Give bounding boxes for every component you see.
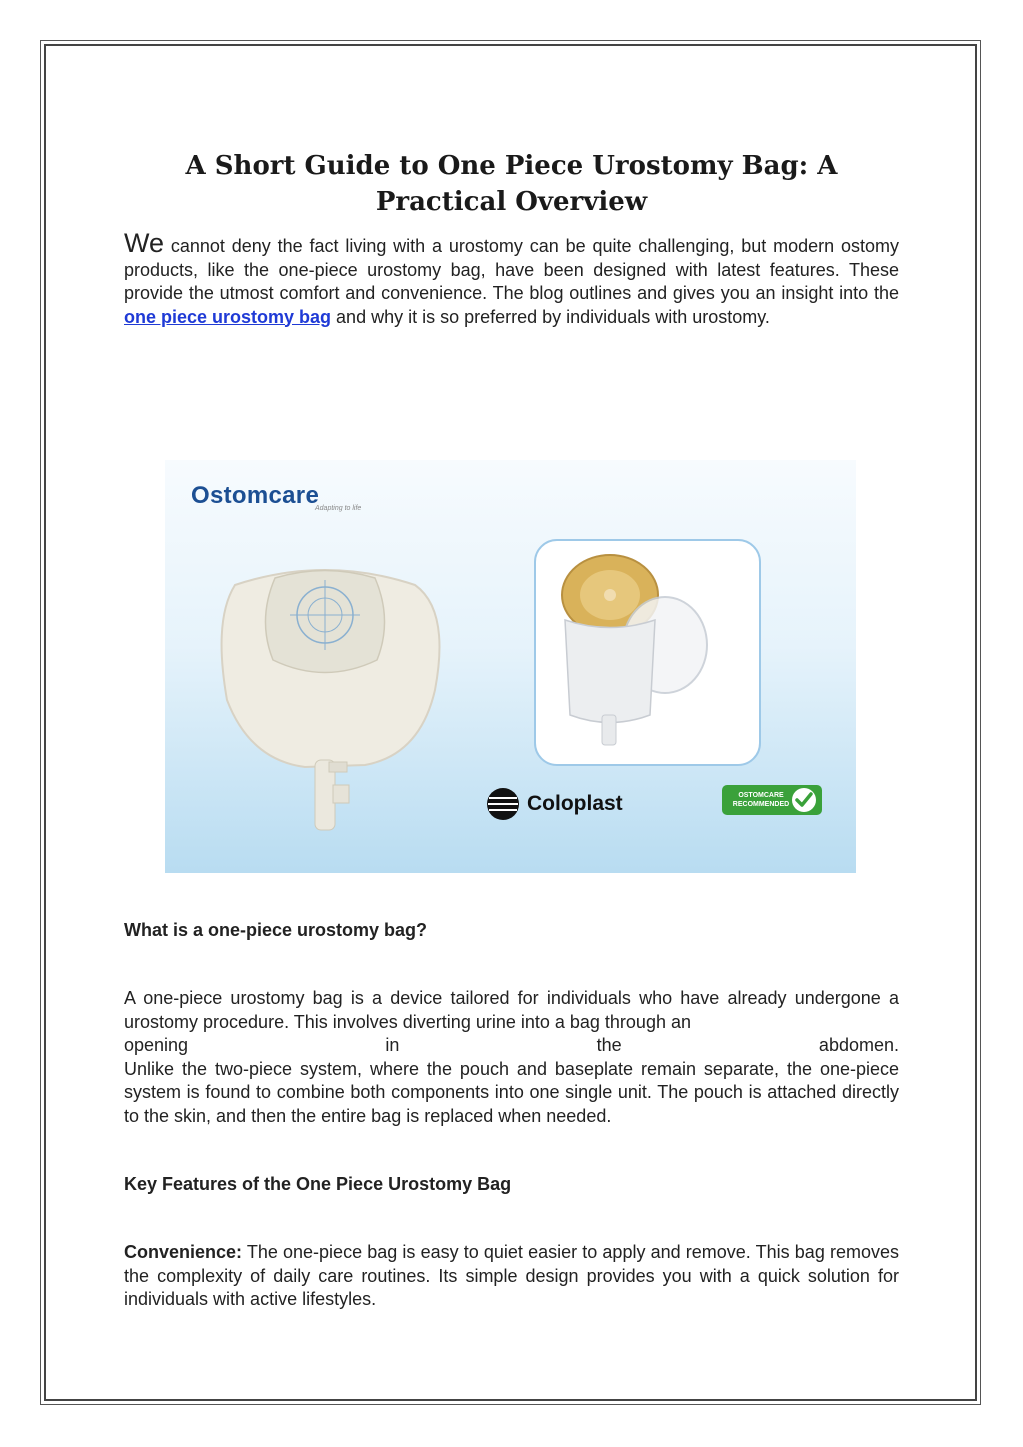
- ostomcare-tagline: Adapting to life: [315, 505, 362, 512]
- section1-text-rest: Unlike the two-piece system, where the pouch and baseplate remain separate, the one-piece system is found to combine both components into one single unit. The pouch is attached directly to the skin, and then the entire bag is replaced when needed.: [124, 1058, 899, 1126]
- intro-paragraph: [124, 228, 899, 329]
- section-heading-key-features: Key Features of the One Piece Urostomy Bag: [124, 1174, 512, 1194]
- recommended-badge: [722, 785, 822, 815]
- check-icon: [788, 785, 820, 815]
- badge-top-text: OSTOMCARE: [738, 792, 784, 799]
- product-photo: [165, 460, 856, 873]
- intro-text-start: cannot deny the fact living with a urostomy can be quite challenging, but modern ostomy products, like the one-piece urostomy bag, have been designed with latest features. These provide the utmost comfort and convenience. The blog outlines and gives you an insight into the: [124, 236, 899, 303]
- urostomy-bag-link[interactable]: one piece urostomy bag: [124, 306, 332, 327]
- coloplast-brand: [527, 788, 623, 820]
- section-heading-what-is: What is a one-piece urostomy bag?: [124, 920, 428, 940]
- feature-label: Convenience:: [124, 1242, 243, 1262]
- intro-dropcap: We: [124, 228, 165, 258]
- coloplast-logo-icon: [487, 788, 519, 820]
- ostomcare-logo: Ostomcare: [191, 482, 320, 509]
- badge-text: [722, 791, 792, 809]
- coloplast-product-card: [535, 540, 760, 765]
- coloplast-wordmark: Coloplast: [527, 792, 623, 815]
- feature-paragraph: [124, 1241, 899, 1312]
- intro-text-end: and why it is so preferred by individuals with urostomy.: [331, 306, 770, 327]
- page-title: A Short Guide to One Piece Urostomy Bag: A Practical Overview: [185, 151, 838, 217]
- section1-text-start: A one-piece urostomy bag is a device tailored for individuals who have already undergone a urostomy procedure. This involves diverting urine into a bag through an: [124, 988, 899, 1032]
- one-piece-bag-illustration: [222, 570, 440, 830]
- badge-bottom-text: RECOMMENDED: [732, 801, 790, 808]
- feature-text: The one-piece bag is easy to quiet easier to apply and remove. This bag removes the complexity of daily care routines. Its simple design provides you with a quick solution for individuals with active lifestyles.: [124, 1242, 899, 1309]
- section1-paragraph: [124, 987, 899, 1128]
- section1-spread-line: opening in the abdomen.: [124, 1035, 899, 1055]
